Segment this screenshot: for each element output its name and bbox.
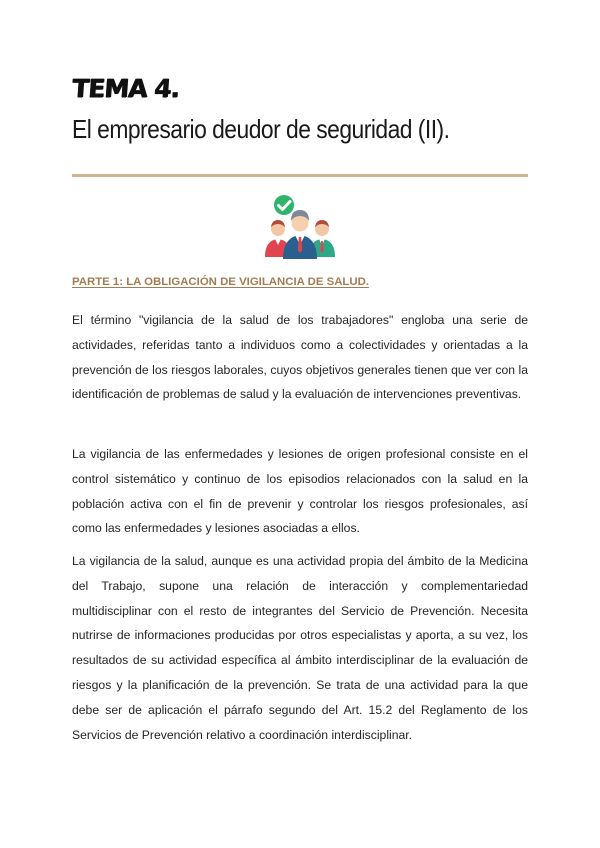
check-badge-icon bbox=[274, 195, 294, 215]
section-heading: PARTE 1: LA OBLIGACIÓN DE VIGILANCIA DE SALUD. bbox=[72, 276, 370, 288]
title-divider bbox=[72, 174, 528, 177]
team-checkmark-icon bbox=[263, 193, 337, 261]
paragraph-1: El término "vigilancia de la salud de los trabajadores" engloba una serie de actividades, referidas tanto a individuos como a colectividades y orientadas a la prevención de los riesgos laborales, cuyos objetivos generales tienen que ver con la identificación de problemas de salud y la evaluación de intervenciones preventivas. bbox=[72, 313, 528, 402]
page-title: El empresario deudor de seguridad (II). bbox=[72, 114, 450, 144]
topic-number: TEMA 4. bbox=[70, 74, 180, 103]
center-person-icon bbox=[283, 210, 317, 259]
paragraph-3: La vigilancia de la salud, aunque es una actividad propia del ámbito de la Medicina del Trabajo, supone una relación de interacción y complementariedad multidisciplinar con el resto de integrantes del Servicio de Prevención. Necesita nutrirse de informaciones producidas por otros especialistas y aporta, a su vez, los resultados de su actividad específica al ámbito interdisciplinar de la evaluación de riesgos y la planificación de la prevención. Se trata de una actividad para la que debe ser de aplicación el párrafo segundo del Art. 15.2 del Reglamento de los Servicios de Prevención relativo a coordinación interdisciplinar. bbox=[72, 554, 528, 742]
paragraph-2: La vigilancia de las enfermedades y lesiones de origen profesional consiste en el control sistemático y continuo de los episodios relacionados con la salud en la población activa con el fin de prevenir y controlar los riesgos profesionales, así como las enfermedades y lesiones asociadas a ellos. bbox=[72, 447, 528, 536]
